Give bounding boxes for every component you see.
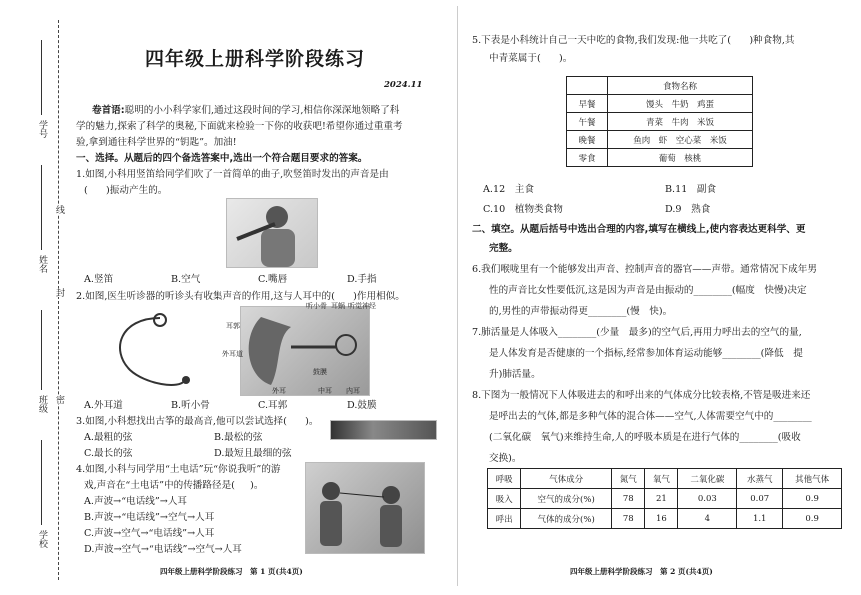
table-cell: 空气的成分(%) xyxy=(521,489,612,509)
recorder-icon xyxy=(227,199,317,267)
school-blank[interactable] xyxy=(41,440,43,525)
q5-stem-2: 中青菜属于( )。 xyxy=(489,53,573,64)
q3-stem: 3.如图,小科想找出古筝的最高音,他可以尝试选择( )。 xyxy=(76,416,319,427)
preface-label: 卷首语: xyxy=(92,105,125,116)
col-header: 氮气 xyxy=(612,469,645,489)
col-header: 气体成分 xyxy=(521,469,612,489)
q2-option-c[interactable]: C.耳郭 xyxy=(258,400,288,411)
q4-stem-1: 4.如图,小科与同学用“土电话”玩“你说我听”的游 xyxy=(76,464,281,475)
q7-line-2: 是人体发育是否健康的一个指标,经常参加体育运动能够________(降低 提 xyxy=(489,348,803,359)
ear-label-outer: 外耳 xyxy=(272,387,286,395)
col-header: 水蒸气 xyxy=(737,469,783,489)
food-row xyxy=(567,131,753,149)
q8-line-4: 交换)。 xyxy=(489,453,522,464)
food-row xyxy=(567,113,753,131)
stethoscope-icon xyxy=(90,310,200,392)
q8-line-1: 8.下图为一般情况下人体吸进去的和呼出来的气体成分比较表格,不管是吸进来还 xyxy=(472,390,811,401)
meal-snack: 零食 xyxy=(567,149,608,167)
class-blank[interactable] xyxy=(41,310,43,390)
table-cell: 78 xyxy=(612,489,645,509)
col-header: 呼吸 xyxy=(488,469,521,489)
breath-table-header-row xyxy=(488,469,842,489)
food-row xyxy=(567,95,753,113)
page2-footer: 四年级上册科学阶段练习 第 2 页(共4页) xyxy=(570,567,713,576)
q1-option-c[interactable]: C.嘴唇 xyxy=(258,274,288,285)
table-cell: 4 xyxy=(678,509,737,529)
q5-stem-1: 5.下表是小科统计自己一天中吃的食物,我们发现:他一共吃了( )种食物,其 xyxy=(472,35,795,46)
preface-line-1: 卷首语:聪明的小小科学家们,通过这段时间的学习,相信你深深地领略了科 xyxy=(92,105,400,116)
school-label: 学校 xyxy=(37,530,47,548)
preface-line-2: 学的魅力,探索了科学的奥秘,下面就来检验一下你的收获吧!希望你通过重重考 xyxy=(76,121,403,132)
q6-line-2: 性的声音比女性要低沉,这是因为声音是由振动的________(幅度 快慢)决定 xyxy=(489,285,807,296)
q4-option-b[interactable]: B.声波→“电话线”→空气→人耳 xyxy=(84,512,215,523)
q6-line-1: 6.我们喉咙里有一个能够发出声音、控制声音的器官——声带。通常情况下成年男 xyxy=(472,264,817,275)
ear-label-middle: 中耳 xyxy=(318,387,332,395)
table-cell: 21 xyxy=(645,489,678,509)
q1-stem-1: 1.如图,小科用竖笛给同学们吹了一首简单的曲子,吹竖笛时发出的声音是由 xyxy=(76,169,389,180)
q2-option-b[interactable]: B.听小骨 xyxy=(171,400,210,411)
ear-label-auricle: 耳郭 xyxy=(226,322,240,330)
guzheng-photo xyxy=(330,420,437,440)
q4-stem-2: 戏,声音在“土电话”中的传播路径是( )。 xyxy=(84,480,264,491)
section1-heading: 一、选择。从题后的四个备选答案中,选出一个符合题目要求的答案。 xyxy=(76,153,368,164)
q3-option-c[interactable]: C.最长的弦 xyxy=(84,448,133,459)
recorder-player-photo xyxy=(226,198,318,268)
ear-label-ossicles: 听小骨 xyxy=(306,302,327,310)
food-row xyxy=(567,149,753,167)
page-divider xyxy=(457,6,458,586)
foods-lunch: 青菜 牛肉 米饭 xyxy=(608,113,753,131)
q5-option-a[interactable]: A.12 主食 xyxy=(483,184,534,195)
q3-option-d[interactable]: D.最短且最细的弦 xyxy=(214,448,292,459)
exam-date: 2024.11 xyxy=(384,80,423,90)
q4-option-d[interactable]: D.声波→空气→“电话线”→空气→人耳 xyxy=(84,544,242,555)
col-header: 其他气体 xyxy=(783,469,842,489)
table-cell: 1.1 xyxy=(737,509,783,529)
q4-option-c[interactable]: C.声波→空气→“电话线”→人耳 xyxy=(84,528,215,539)
foods-snack: 葡萄 核桃 xyxy=(608,149,753,167)
q3-option-a[interactable]: A.最粗的弦 xyxy=(84,432,133,443)
ear-label-inner: 内耳 xyxy=(346,387,360,395)
page1-footer: 四年级上册科学阶段练习 第 1 页(共4页) xyxy=(160,567,303,576)
table-cell: 16 xyxy=(645,509,678,529)
ear-label-canal: 外耳道 xyxy=(222,350,243,358)
q8-line-2: 是呼出去的气体,都是多种气体的混合体——空气,人体需要空气中的________ xyxy=(489,411,812,422)
q1-stem-2: ( )振动产生的。 xyxy=(84,185,168,196)
page-title: 四年级上册科学阶段练习 xyxy=(144,48,365,70)
meal-dinner: 晚餐 xyxy=(567,131,608,149)
q5-option-b[interactable]: B.11 副食 xyxy=(665,184,717,195)
meal-lunch: 午餐 xyxy=(567,113,608,131)
seal-dashed-line xyxy=(58,20,59,580)
seal-line-char: 线 xyxy=(54,205,64,214)
foods-breakfast: 馒头 牛奶 鸡蛋 xyxy=(608,95,753,113)
ear-icon xyxy=(241,307,369,395)
table-cell: 呼出 xyxy=(488,509,521,529)
student-no-label: 学号 xyxy=(37,120,47,138)
class-label: 班级 xyxy=(37,395,47,413)
name-label: 姓名 xyxy=(37,255,47,273)
seal-mi-char: 密 xyxy=(54,395,64,404)
table-cell: 0.9 xyxy=(783,489,842,509)
food-table-header: 食物名称 xyxy=(608,77,753,95)
food-table xyxy=(566,76,753,167)
table-cell: 气体的成分(%) xyxy=(521,509,612,529)
table-cell: 0.9 xyxy=(783,509,842,529)
col-header: 二氧化碳 xyxy=(678,469,737,489)
name-blank[interactable] xyxy=(41,165,43,250)
table-cell: 吸入 xyxy=(488,489,521,509)
q2-stem: 2.如图,医生听诊器的听诊头有收集声音的作用,这与人耳中的( )作用相似。 xyxy=(76,291,405,302)
q5-option-d[interactable]: D.9 熟食 xyxy=(665,204,711,215)
table-cell: 78 xyxy=(612,509,645,529)
preface-line-3: 验,拿到通往科学世界的“钥匙”。加油! xyxy=(76,137,237,148)
q4-option-a[interactable]: A.声波→“电话线”→人耳 xyxy=(84,496,188,507)
food-table-header-row xyxy=(567,77,753,95)
stethoscope-figure xyxy=(90,310,200,392)
q2-option-a[interactable]: A.外耳道 xyxy=(84,400,123,411)
q7-line-3: 升)肺活量。 xyxy=(489,369,541,380)
q5-option-c[interactable]: C.10 植物类食物 xyxy=(483,204,563,215)
col-header: 氧气 xyxy=(645,469,678,489)
q8-line-3: (二氧化碳 氧气)来维持生命,人的呼吸本质是在进行气体的________(吸收 xyxy=(489,432,801,443)
children-icon xyxy=(306,463,424,553)
q1-option-b[interactable]: B.空气 xyxy=(171,274,201,285)
q6-line-3: 的,男性的声带振动得更________(慢 快)。 xyxy=(489,306,673,317)
q7-line-1: 7.肺活量是人体吸入________(少量 最多)的空气后,再用力呼出去的空气的量, xyxy=(472,327,802,338)
breath-row-inhale xyxy=(488,489,842,509)
section2-heading-2: 完整。 xyxy=(489,243,518,254)
table-cell: 0.07 xyxy=(737,489,783,509)
tin-can-phone-photo xyxy=(305,462,425,554)
table-cell: 0.03 xyxy=(678,489,737,509)
q1-option-a[interactable]: A.竖笛 xyxy=(84,274,114,285)
seal-seal-char: 封 xyxy=(54,288,64,297)
breath-row-exhale xyxy=(488,509,842,529)
ear-label-eardrum: 鼓膜 xyxy=(313,368,327,376)
student-no-blank[interactable] xyxy=(41,40,43,115)
breath-table xyxy=(487,468,842,529)
binding-margin xyxy=(0,0,70,595)
ear-label-cochlea: 耳蜗 xyxy=(331,302,345,310)
section2-heading-1: 二、填空。从题后括号中选出合理的内容,填写在横线上,使内容表达更科学、更 xyxy=(472,224,806,235)
ear-anatomy-figure xyxy=(240,306,370,396)
meal-breakfast: 早餐 xyxy=(567,95,608,113)
q2-option-d[interactable]: D.鼓膜 xyxy=(347,400,377,411)
q3-option-b[interactable]: B.最松的弦 xyxy=(214,432,263,443)
ear-label-nerve: 听觉神经 xyxy=(348,302,376,310)
foods-dinner: 鱼肉 虾 空心菜 米饭 xyxy=(608,131,753,149)
q1-option-d[interactable]: D.手指 xyxy=(347,274,377,285)
